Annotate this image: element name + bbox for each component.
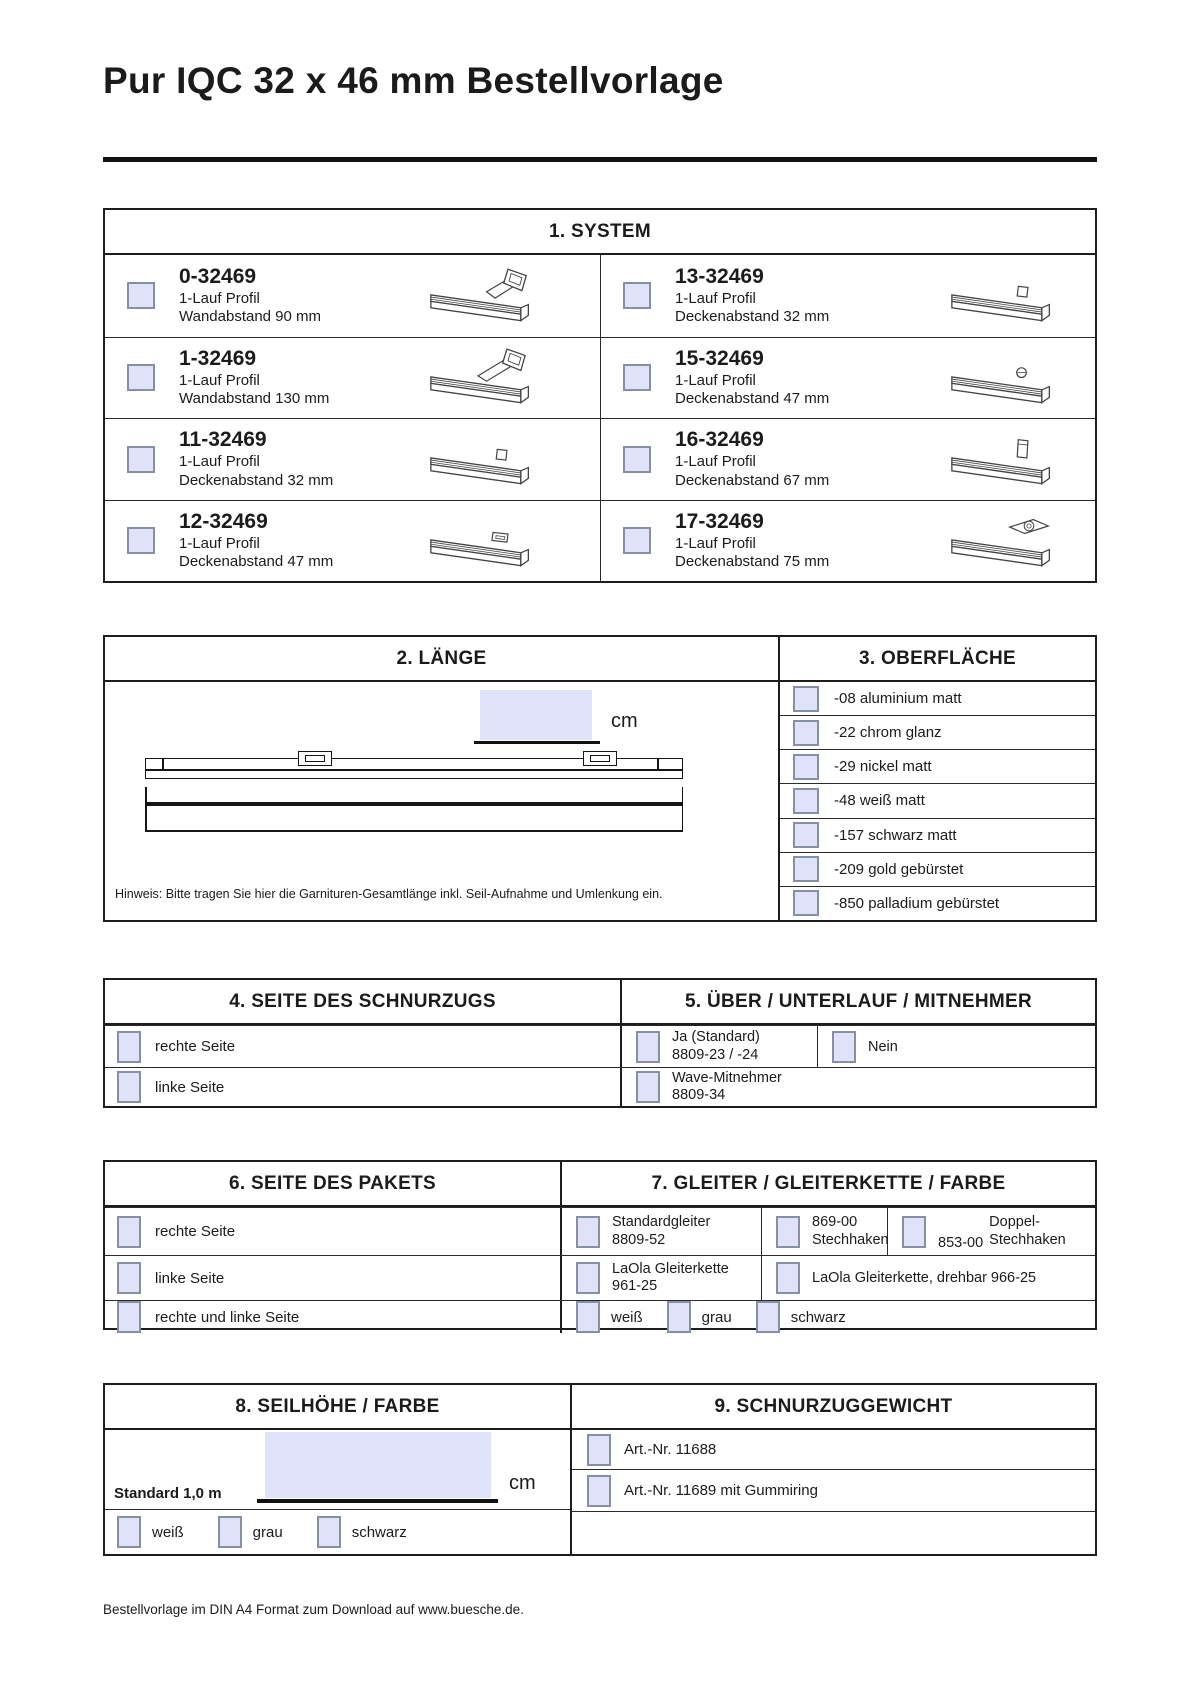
- option-code: 8809-23 / -24: [672, 1046, 759, 1063]
- system-option-11-32469: [105, 418, 600, 500]
- rail-ceiling-block-illustration: [939, 429, 1059, 489]
- distance-spec: Deckenabstand 47 mm: [675, 390, 830, 408]
- oberflaeche-option: [780, 818, 1095, 852]
- checkbox-doppel-stechhaken-853[interactable]: [902, 1216, 926, 1248]
- seilhoehe-title: 8. SEILHÖHE / FARBE: [105, 1385, 570, 1430]
- laenge-unit-label: cm: [611, 710, 638, 732]
- checkbox-seil-weiss[interactable]: [117, 1516, 141, 1548]
- option-label: Ja (Standard): [672, 1029, 760, 1046]
- checkbox-gewicht-11688[interactable]: [587, 1434, 611, 1466]
- rail-wall-bracket-long-illustration: [418, 348, 538, 408]
- farbe-grau: [667, 1301, 732, 1333]
- checkbox-paket-rechts[interactable]: [117, 1216, 141, 1248]
- oberflaeche-title: 3. OBERFLÄCHE: [780, 637, 1095, 682]
- system-option-16-32469: [600, 418, 1095, 500]
- profile-type: 1-Lauf Profil: [675, 371, 756, 389]
- option-row: [105, 1300, 1095, 1333]
- farbe-weiss: [576, 1301, 643, 1333]
- gleiter-title: 7. GLEITER / GLEITERKETTE / FARBE: [651, 1173, 1006, 1194]
- checkbox-stechhaken-869[interactable]: [776, 1216, 800, 1248]
- schnurzug-rechts: [105, 1026, 622, 1067]
- article-code: 16-32469: [675, 428, 764, 451]
- checkbox-oberflaeche-850[interactable]: [793, 890, 819, 916]
- distance-spec: Deckenabstand 47 mm: [179, 553, 334, 571]
- option-label: -157 schwarz matt: [834, 826, 957, 844]
- dimension-tick-right: [682, 787, 684, 832]
- schnurzug-links: [105, 1068, 622, 1106]
- option-row: [105, 1067, 1095, 1106]
- option-label: Doppel-: [989, 1214, 1040, 1231]
- profile-type: 1-Lauf Profil: [675, 289, 756, 307]
- profile-type: 1-Lauf Profil: [179, 534, 260, 552]
- article-code: 12-32469: [179, 509, 268, 533]
- checkbox-system-1-32469[interactable]: [127, 364, 155, 391]
- rail-end-cap: [657, 759, 659, 771]
- option-label: -850 palladium gebürstet: [834, 894, 1000, 912]
- seilhoehe-unit-label: cm: [509, 1472, 536, 1494]
- laenge-column: [105, 637, 780, 920]
- seilhoehe-gewicht-table: [103, 1383, 1097, 1556]
- checkbox-paket-links[interactable]: [117, 1262, 141, 1294]
- checkbox-system-0-32469[interactable]: [127, 282, 155, 309]
- option-label: schwarz: [351, 1523, 407, 1541]
- gewicht-option: [572, 1430, 1095, 1470]
- rail-ceiling-tab-illustration: [939, 266, 1059, 326]
- checkbox-gleiter-weiss[interactable]: [576, 1301, 600, 1333]
- checkbox-system-15-32469[interactable]: [623, 364, 651, 391]
- article-code: 13-32469: [675, 264, 764, 288]
- article-code: 11-32469: [179, 428, 267, 451]
- system-option-12-32469: [105, 500, 600, 582]
- checkbox-gewicht-11689[interactable]: [587, 1475, 611, 1507]
- gleiter-stechhaken: [762, 1208, 888, 1255]
- distance-spec: Deckenabstand 32 mm: [675, 308, 830, 326]
- profile-type: 1-Lauf Profil: [675, 453, 756, 470]
- article-code: 17-32469: [675, 509, 764, 533]
- article-code: 1-32469: [179, 346, 257, 370]
- mitnehmer-ja: [622, 1026, 818, 1067]
- checkbox-schnurzug-links[interactable]: [117, 1071, 141, 1103]
- system-option-13-32469: [600, 255, 1095, 337]
- checkbox-oberflaeche-48[interactable]: [793, 788, 819, 814]
- distance-spec: Wandabstand 130 mm: [179, 390, 330, 408]
- article-code: 0-32469: [179, 264, 257, 288]
- option-label: Nein: [868, 1038, 898, 1055]
- checkbox-seil-grau[interactable]: [218, 1516, 242, 1548]
- option-label: Standardgleiter: [612, 1214, 711, 1231]
- oberflaeche-option: [780, 852, 1095, 886]
- laenge-title: 2. LÄNGE: [105, 637, 778, 682]
- option-code: 8809-52: [612, 1231, 666, 1248]
- option-row: [105, 1207, 1095, 1255]
- seilhoehe-farben: [105, 1510, 570, 1554]
- distance-spec: Deckenabstand 67 mm: [675, 471, 830, 489]
- checkbox-system-12-32469[interactable]: [127, 527, 155, 554]
- option-label: -29 nickel matt: [834, 758, 932, 776]
- seilhoehe-column: [105, 1385, 572, 1554]
- gleiter-farben: [562, 1301, 846, 1333]
- option-label: Art.-Nr. 11688: [624, 1441, 717, 1458]
- option-label: weiß: [611, 1308, 643, 1326]
- laenge-oberflaeche-table: [103, 635, 1097, 922]
- gleiter-doppel-stechhaken: [888, 1208, 1095, 1255]
- system-table-title: 1. SYSTEM: [105, 210, 1095, 255]
- laenge-hint: Hinweis: Bitte tragen Sie hier die Garnituren-Gesamtlänge inkl. Seil-Aufnahme und Umlenkung ein.: [115, 887, 663, 901]
- checkbox-oberflaeche-22[interactable]: [793, 720, 819, 746]
- checkbox-oberflaeche-08[interactable]: [793, 686, 819, 712]
- oberflaeche-option: [780, 886, 1095, 920]
- checkbox-gleiter-standard[interactable]: [576, 1216, 600, 1248]
- gewicht-title: 9. SCHNURZUGGEWICHT: [572, 1385, 1095, 1430]
- schnurzug-mitnehmer-table: [103, 978, 1097, 1108]
- option-code: 8809-34: [672, 1087, 726, 1103]
- option-label: rechte Seite: [155, 1038, 236, 1055]
- checkbox-oberflaeche-209[interactable]: [793, 856, 819, 882]
- title-divider: [103, 157, 1097, 162]
- system-grid: [105, 255, 1095, 581]
- distance-spec: Deckenabstand 32 mm: [179, 471, 334, 489]
- rail-wall-bracket-illustration: [418, 266, 538, 326]
- paket-gleiter-table: [103, 1160, 1097, 1330]
- profile-type: 1-Lauf Profil: [675, 534, 756, 552]
- oberflaeche-option: [780, 749, 1095, 783]
- option-code: 961-25: [612, 1278, 658, 1294]
- option-label: LaOla Gleiterkette: [612, 1260, 729, 1277]
- system-option-17-32469: [600, 500, 1095, 582]
- rail-clip-icon: [298, 751, 332, 766]
- option-code: 853-00: [938, 1235, 984, 1251]
- laenge-body: [105, 682, 778, 920]
- checkbox-mitnehmer-wave[interactable]: [636, 1071, 660, 1103]
- system-option-1-32469: [105, 337, 600, 419]
- gleiter-laola: [562, 1256, 762, 1300]
- checkbox-system-11-32469[interactable]: [127, 446, 155, 473]
- oberflaeche-option: [780, 783, 1095, 817]
- checkbox-oberflaeche-157[interactable]: [793, 822, 819, 848]
- checkbox-mitnehmer-nein[interactable]: [832, 1031, 856, 1063]
- checkbox-laola-961[interactable]: [576, 1262, 600, 1294]
- profile-type: 1-Lauf Profil: [179, 371, 260, 389]
- rail-end-cap: [162, 759, 164, 771]
- system-option-15-32469: [600, 337, 1095, 419]
- seilhoehe-input-underline: [257, 1499, 498, 1503]
- mitnehmer-nein: [818, 1026, 1095, 1067]
- checkbox-oberflaeche-29[interactable]: [793, 754, 819, 780]
- laenge-input[interactable]: [480, 690, 592, 740]
- checkbox-system-13-32469[interactable]: [623, 282, 651, 309]
- laenge-input-underline: [474, 741, 600, 744]
- option-row: [105, 1255, 1095, 1300]
- header-row: [105, 1162, 1095, 1207]
- option-label: -22 chrom glanz: [834, 724, 942, 742]
- oberflaeche-option: [780, 715, 1095, 749]
- option-label: LaOla Gleiterkette, drehbar 966-25: [812, 1270, 1037, 1286]
- option-label: grau: [701, 1308, 732, 1326]
- option-label: linke Seite: [155, 1078, 225, 1096]
- profile-type: 1-Lauf Profil: [179, 453, 260, 470]
- rail-ceiling-clip-illustration: [418, 511, 538, 571]
- paket-links: [105, 1256, 562, 1300]
- gleiter-standard: [562, 1208, 762, 1255]
- header-row: [105, 980, 1095, 1025]
- option-label: rechte und linke Seite: [155, 1308, 300, 1326]
- farbe-grau: [218, 1516, 283, 1548]
- checkbox-seil-schwarz[interactable]: [317, 1516, 341, 1548]
- option-label: Stechhaken: [812, 1231, 889, 1248]
- schnurzug-title: 4. SEITE DES SCHNURZUGS: [105, 980, 622, 1023]
- page-title: Pur IQC 32 x 46 mm Bestellvorlage: [103, 60, 724, 101]
- option-label: Wave-Mitnehmer: [672, 1069, 782, 1086]
- option-label: linke Seite: [155, 1269, 225, 1287]
- system-table: [103, 208, 1097, 583]
- article-code: 15-32469: [675, 346, 764, 370]
- dimension-line-lower: [145, 830, 683, 832]
- oberflaeche-option: [780, 682, 1095, 715]
- option-label: Stechhaken: [989, 1231, 1066, 1248]
- profile-type: 1-Lauf Profil: [179, 289, 260, 307]
- system-option-0-32469: [105, 255, 600, 337]
- checkbox-laola-drehbar-966[interactable]: [776, 1262, 800, 1294]
- option-label: -209 gold gebürstet: [834, 860, 964, 878]
- option-label: -48 weiß matt: [834, 792, 925, 810]
- seilhoehe-input[interactable]: [265, 1432, 491, 1498]
- option-label: Art.-Nr. 11689 mit Gummiring: [624, 1482, 818, 1499]
- option-code: 869-00: [812, 1214, 858, 1231]
- checkbox-mitnehmer-ja[interactable]: [636, 1031, 660, 1063]
- gewicht-empty-row: [572, 1512, 1095, 1554]
- checkbox-paket-beide[interactable]: [117, 1301, 141, 1333]
- option-label: weiß: [152, 1523, 184, 1541]
- rail-ceiling-tab-illustration: [418, 429, 538, 489]
- oberflaeche-column: [780, 637, 1095, 920]
- mitnehmer-wave: [622, 1068, 1095, 1106]
- mitnehmer-title: 5. ÜBER / UNTERLAUF / MITNEHMER: [684, 991, 1033, 1012]
- distance-spec: Deckenabstand 75 mm: [675, 553, 830, 571]
- checkbox-system-16-32469[interactable]: [623, 446, 651, 473]
- checkbox-gleiter-grau[interactable]: [667, 1301, 691, 1333]
- option-label: schwarz: [790, 1308, 846, 1326]
- rail-ceiling-knob-illustration: [939, 348, 1059, 408]
- farbe-schwarz: [756, 1301, 846, 1333]
- gewicht-column: [572, 1385, 1095, 1554]
- farbe-schwarz: [317, 1516, 407, 1548]
- dimension-line: [145, 802, 683, 806]
- farbe-weiss: [117, 1516, 184, 1548]
- option-label: -08 aluminium matt: [834, 690, 962, 708]
- seilhoehe-standard-label: Standard 1,0 m: [114, 1485, 222, 1502]
- rail-clip-icon: [583, 751, 617, 766]
- distance-spec: Wandabstand 90 mm: [179, 308, 322, 326]
- dimension-tick-left: [145, 787, 147, 832]
- paket-beide: [105, 1301, 562, 1333]
- gleiter-laola-drehbar: [762, 1256, 1095, 1300]
- checkbox-schnurzug-rechts[interactable]: [117, 1031, 141, 1063]
- option-label: rechte Seite: [155, 1223, 236, 1240]
- option-label: grau: [252, 1523, 283, 1541]
- rail-ceiling-plate-illustration: [939, 511, 1059, 571]
- checkbox-system-17-32469[interactable]: [623, 527, 651, 554]
- checkbox-gleiter-schwarz[interactable]: [756, 1301, 780, 1333]
- seilhoehe-body: [105, 1430, 570, 1510]
- paket-rechts: [105, 1208, 562, 1255]
- option-row: [105, 1025, 1095, 1067]
- footer-note: Bestellvorlage im DIN A4 Format zum Download auf www.buesche.de.: [103, 1602, 524, 1617]
- paket-title: 6. SEITE DES PAKETS: [105, 1162, 562, 1205]
- gewicht-option: [572, 1470, 1095, 1512]
